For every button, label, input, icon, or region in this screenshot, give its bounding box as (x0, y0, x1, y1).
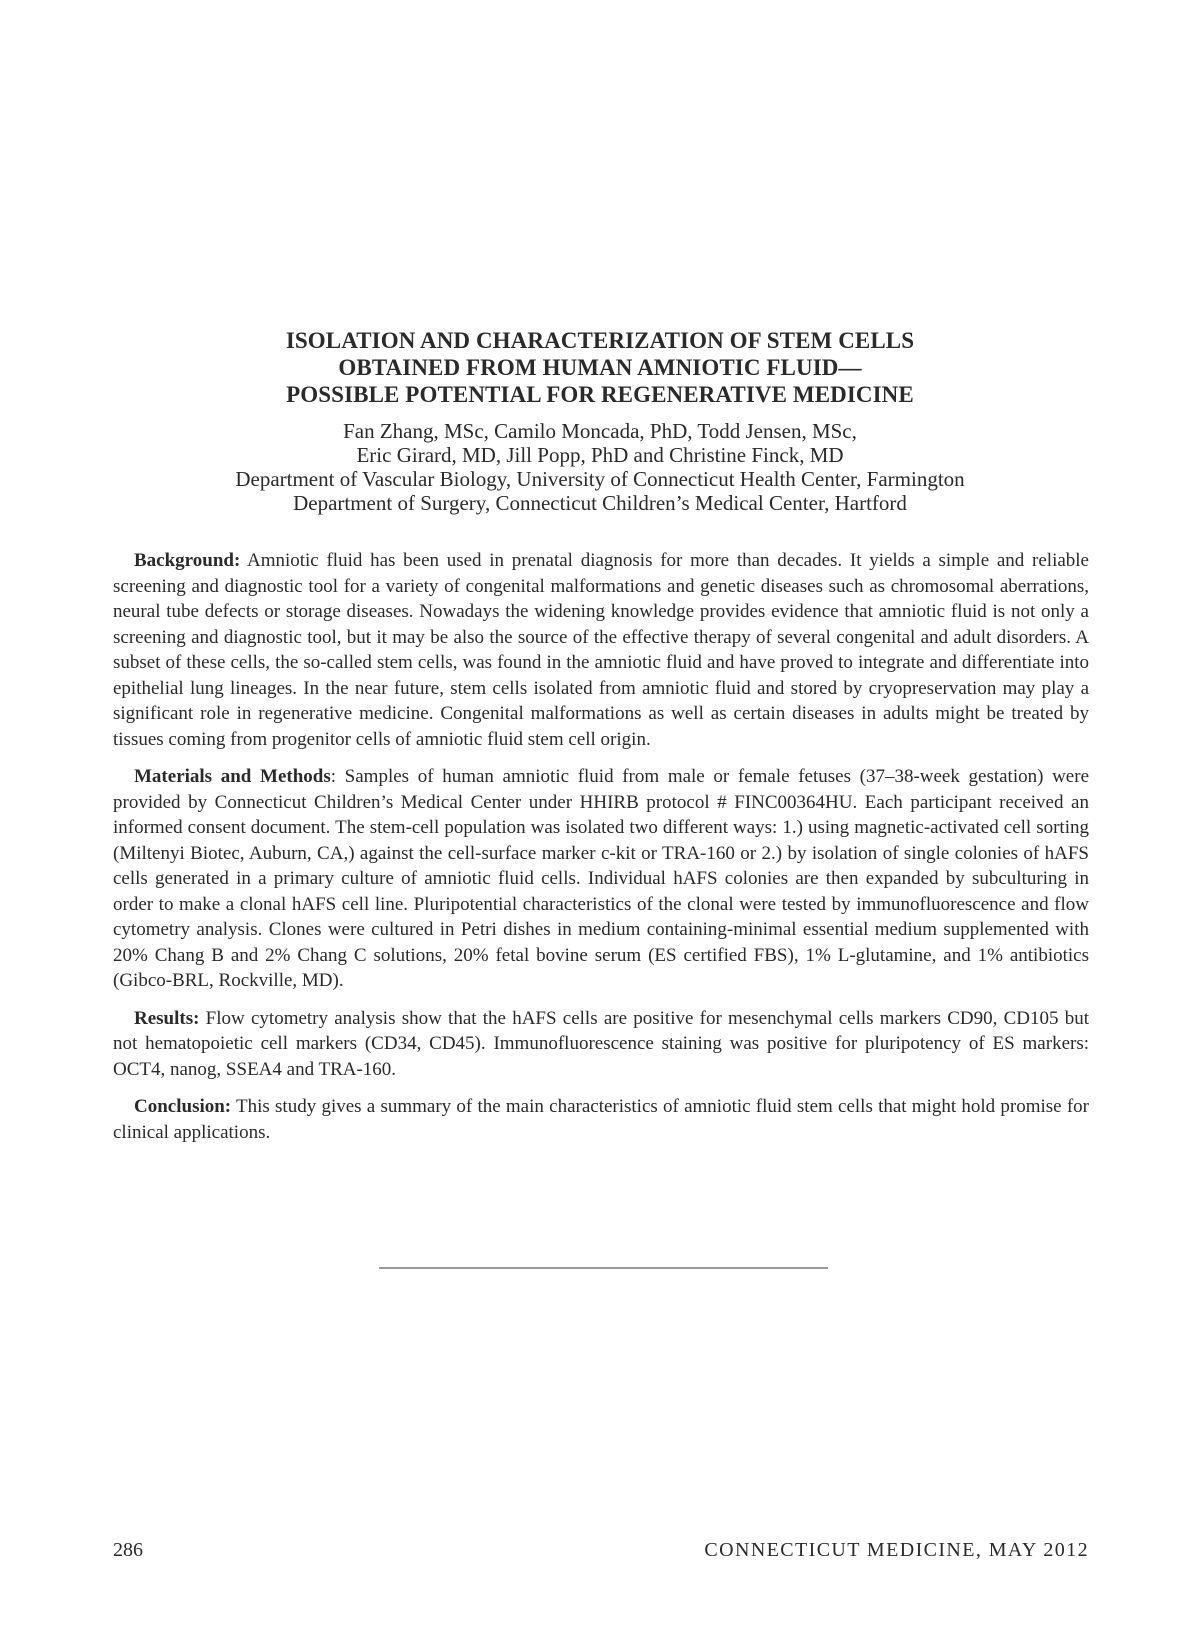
methods-heading: Materials and Methods (134, 766, 331, 787)
results-text: Flow cytometry analysis show that the hAFS cells are positive for mesenchymal cells markers CD90, CD105 but not hematopoietic cell markers (CD34, CD45). Immunofluorescence staining was positive for pluripotency of ES markers: OCT4, nanog, SSEA4 and TRA-160. (113, 1007, 1089, 1080)
background-text: Amniotic fluid has been used in prenatal diagnosis for more than decades. It yields a simple and reliable screening and diagnostic tool for a variety of congenital malformations and genetic diseases such as chromosomal aberrations, neural tube defects or storage diseases. Nowadays the widening knowledge provides evidence that amniotic fluid is not only a screening and diagnostic tool, but it may be also the source of the effective therapy of several congenital and adult disorders. A subset of these cells, the so-called stem cells, was found in the amniotic fluid and have proved to integrate and differentiate into epithelial lung lineages. In the near future, stem cells isolated from amniotic fluid and stored by cryopreservation may play a significant role in regenerative medicine. Congenital malformations as well as certain diseases in adults might be treated by tissues coming from progenitor cells of amniotic fluid stem cell origin. (113, 550, 1089, 750)
methods-text: : Samples of human amniotic fluid from male or female fetuses (37–38-week gestation) were provided by Connecticut Children’s Medical Center under HHIRB protocol # FINC00364HU. Each participant received an informed consent document. The stem-cell population was isolated two different ways: 1.) using magnetic-activated cell sorting (Miltenyi Biotec, Auburn, CA,) against the cell-surface marker c-kit or TRA-160 or 2.) by isolation of single colonies of hAFS cells generated in a primary culture of amniotic fluid cells. Individual hAFS colonies are then expanded by subculturing in order to make a clonal hAFS cell line. Pluripotential characteristics of the clonal were tested by immunofluorescence and flow cytometry analysis. Clones were cultured in Petri dishes in medium containing-minimal essential medium supplemented with 20% Chang B and 2% Chang C solutions, 20% fetal bovine serum (ES certified FBS), 1% L-glutamine, and 1% antibiotics (Gibco-BRL, Rockville, MD). (113, 766, 1090, 991)
conclusion-text: This study gives a summary of the main characteristics of amniotic fluid stem cells that might hold promise for clinical applications. (113, 1096, 1089, 1143)
conclusion-paragraph (113, 1094, 1089, 1145)
results-heading: Results: (134, 1007, 200, 1029)
conclusion-heading: Conclusion: (134, 1096, 232, 1117)
author-affiliations (0, 419, 1200, 515)
authors-line-2: Eric Girard, MD, Jill Popp, PhD and Christine Finck, MD (356, 443, 844, 467)
page-number: 286 (113, 1539, 143, 1561)
article-title-line-3: POSSIBLE POTENTIAL FOR REGENERATIVE MEDICINE (286, 382, 914, 407)
results-paragraph (113, 1006, 1089, 1083)
authors-line-1: Fan Zhang, MSc, Camilo Moncada, PhD, Todd Jensen, MSc, (343, 419, 857, 443)
background-heading: Background: (134, 550, 241, 571)
article-title-line-1: ISOLATION AND CHARACTERIZATION OF STEM CELLS (285, 328, 915, 353)
abstract-body (113, 548, 1089, 1157)
affiliation-line-1: Department of Vascular Biology, University of Connecticut Health Center, Farmington (235, 467, 965, 491)
section-divider (379, 1267, 828, 1269)
methods-paragraph (113, 764, 1089, 994)
background-paragraph (113, 548, 1089, 752)
article-title-line-2: OBTAINED FROM HUMAN AMNIOTIC FLUID— (338, 355, 862, 380)
affiliation-line-2: Department of Surgery, Connecticut Children’s Medical Center, Hartford (293, 491, 907, 515)
journal-issue: CONNECTICUT MEDICINE, MAY 2012 (704, 1539, 1089, 1561)
article-header (0, 327, 1200, 515)
